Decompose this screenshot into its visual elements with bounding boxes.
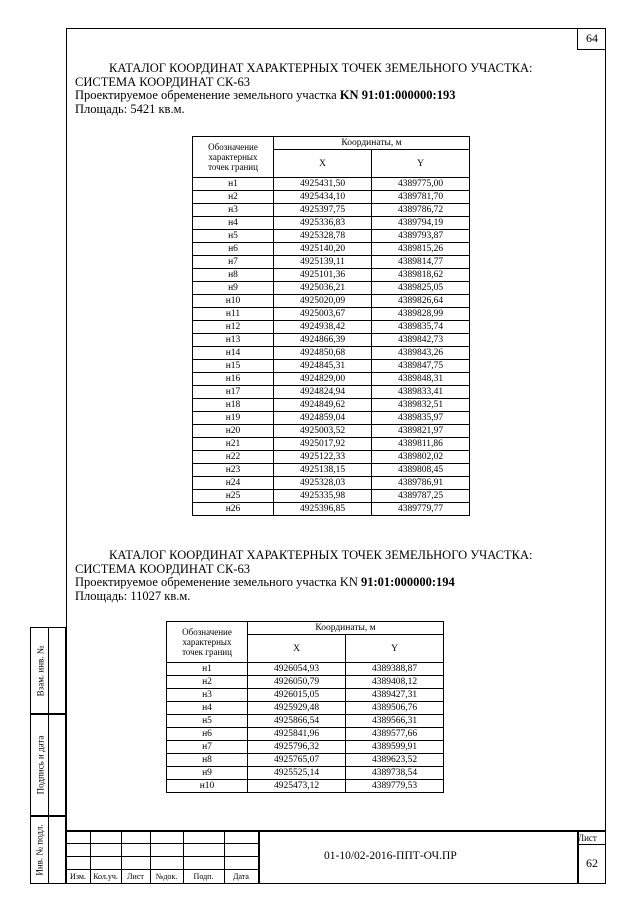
- coord-y: 4389833,41: [372, 386, 470, 399]
- coord-x: 4925431,50: [274, 178, 372, 191]
- point-id: н9: [167, 767, 248, 780]
- point-id: н7: [193, 256, 274, 269]
- table-row: [193, 373, 470, 386]
- point-id: н9: [193, 282, 274, 295]
- point-id: н10: [167, 780, 248, 793]
- point-id: н12: [193, 321, 274, 334]
- header-y: Y: [346, 635, 444, 663]
- table-row: [167, 780, 444, 793]
- coord-y: 4389811,86: [372, 438, 470, 451]
- sheet-number: 62: [586, 856, 598, 870]
- coord-y: 4389775,00: [372, 178, 470, 191]
- coord-x: 4925036,21: [274, 282, 372, 295]
- table-row: [193, 425, 470, 438]
- table-row: [193, 347, 470, 360]
- table-row: [193, 477, 470, 490]
- table-row: [193, 438, 470, 451]
- point-id: н4: [167, 702, 248, 715]
- table-row: [193, 451, 470, 464]
- point-id: н25: [193, 490, 274, 503]
- coord-y: 4389818,62: [372, 269, 470, 282]
- stamp-label-list: Лист: [127, 872, 144, 881]
- table-row: [193, 308, 470, 321]
- header-x: X: [248, 635, 346, 663]
- coord-x: 4924850,68: [274, 347, 372, 360]
- coord-x: 4926050,79: [248, 676, 346, 689]
- header-coords: Координаты, м: [248, 622, 444, 635]
- side-stamp-vzam: Взам. инв. №: [30, 627, 66, 715]
- header-designation: Обозначение характерных точек границ: [193, 137, 274, 178]
- table-row: [193, 230, 470, 243]
- stamp-label-kol: Кол.уч.: [93, 872, 118, 881]
- coord-y: 4389506,76: [346, 702, 444, 715]
- coord-y: 4389828,99: [372, 308, 470, 321]
- coord-y: 4389815,26: [372, 243, 470, 256]
- point-id: н2: [167, 676, 248, 689]
- coord-x: 4926015,05: [248, 689, 346, 702]
- table-row: [167, 689, 444, 702]
- coord-y: 4389814,77: [372, 256, 470, 269]
- coord-y: 4389835,97: [372, 412, 470, 425]
- table-row: [167, 702, 444, 715]
- coord-x: 4925003,52: [274, 425, 372, 438]
- coord-x: 4925335,98: [274, 490, 372, 503]
- section-1-area: Площадь: 5421 кв.м.: [75, 101, 185, 116]
- section-1-system: СИСТЕМА КООРДИНАТ СК-63: [75, 74, 250, 89]
- coords-table-2: [166, 621, 444, 793]
- coord-y: 4389781,70: [372, 191, 470, 204]
- point-id: н5: [193, 230, 274, 243]
- coord-y: 4389826,64: [372, 295, 470, 308]
- coord-x: 4925397,75: [274, 204, 372, 217]
- coord-y: 4389786,91: [372, 477, 470, 490]
- stamp-label-data: Дата: [233, 872, 249, 881]
- section-2-project: Проектируемое обременение земельного участка KN 91:01:000000:194: [75, 575, 455, 589]
- coord-y: 4389388,87: [346, 663, 444, 676]
- point-id: н4: [193, 217, 274, 230]
- point-id: н3: [193, 204, 274, 217]
- coord-x: 4925796,32: [248, 741, 346, 754]
- coord-x: 4925139,11: [274, 256, 372, 269]
- bottom-stamp: [66, 830, 606, 884]
- point-id: н20: [193, 425, 274, 438]
- header-y: Y: [372, 150, 470, 178]
- table-row: [193, 412, 470, 425]
- coord-x: 4925525,14: [248, 767, 346, 780]
- coord-x: 4925336,83: [274, 217, 372, 230]
- coord-y: 4389787,25: [372, 490, 470, 503]
- coord-y: 4389808,45: [372, 464, 470, 477]
- coord-y: 4389835,74: [372, 321, 470, 334]
- coord-x: 4924829,00: [274, 373, 372, 386]
- coord-x: 4925122,33: [274, 451, 372, 464]
- coord-y: 4389408,12: [346, 676, 444, 689]
- coord-x: 4925138,15: [274, 464, 372, 477]
- coord-x: 4924845,31: [274, 360, 372, 373]
- table-row: [193, 204, 470, 217]
- point-id: н18: [193, 399, 274, 412]
- coord-y: 4389599,91: [346, 741, 444, 754]
- coord-y: 4389566,31: [346, 715, 444, 728]
- coords-table-1: [192, 136, 470, 516]
- section-2-system: СИСТЕМА КООРДИНАТ СК-63: [75, 561, 250, 576]
- coord-y: 4389623,52: [346, 754, 444, 767]
- table-row: [167, 676, 444, 689]
- coord-y: 4389779,77: [372, 503, 470, 516]
- table-row: [193, 399, 470, 412]
- table-row: [193, 243, 470, 256]
- table-row: [193, 282, 470, 295]
- table-row: [193, 490, 470, 503]
- table-row: [193, 295, 470, 308]
- section-1-title: КАТАЛОГ КООРДИНАТ ХАРАКТЕРНЫХ ТОЧЕК ЗЕМЕЛЬНОГО УЧАСТКА:: [109, 61, 533, 75]
- coord-y: 4389847,75: [372, 360, 470, 373]
- coord-x: 4925841,96: [248, 728, 346, 741]
- point-id: н2: [193, 191, 274, 204]
- point-id: н19: [193, 412, 274, 425]
- point-id: н23: [193, 464, 274, 477]
- point-id: н5: [167, 715, 248, 728]
- side-stamp-podpis: Подпись и дата: [30, 713, 66, 817]
- point-id: н16: [193, 373, 274, 386]
- coord-x: 4925017,92: [274, 438, 372, 451]
- coord-x: 4925765,07: [248, 754, 346, 767]
- coord-y: 4389802,02: [372, 451, 470, 464]
- table-row: [193, 269, 470, 282]
- coord-y: 4389577,66: [346, 728, 444, 741]
- point-id: н13: [193, 334, 274, 347]
- table-row: [193, 256, 470, 269]
- coord-x: 4924859,04: [274, 412, 372, 425]
- coord-x: 4925866,54: [248, 715, 346, 728]
- point-id: н24: [193, 477, 274, 490]
- coord-x: 4925140,20: [274, 243, 372, 256]
- section-2-title: КАТАЛОГ КООРДИНАТ ХАРАКТЕРНЫХ ТОЧЕК ЗЕМЕЛЬНОГО УЧАСТКА:: [109, 548, 533, 562]
- table-row: [167, 741, 444, 754]
- coord-x: 4924938,42: [274, 321, 372, 334]
- coord-y: 4389825,05: [372, 282, 470, 295]
- table-row: [193, 503, 470, 516]
- coord-y: 4389786,72: [372, 204, 470, 217]
- table-row: [167, 754, 444, 767]
- point-id: н14: [193, 347, 274, 360]
- coord-y: 4389427,31: [346, 689, 444, 702]
- point-id: н17: [193, 386, 274, 399]
- stamp-label-izm: Изм.: [70, 872, 86, 881]
- side-stamp-inv: Инв. № подл.: [30, 815, 66, 884]
- coord-y: 4389848,31: [372, 373, 470, 386]
- point-id: н10: [193, 295, 274, 308]
- coord-y: 4389842,73: [372, 334, 470, 347]
- point-id: н1: [167, 663, 248, 676]
- coord-x: 4925101,36: [274, 269, 372, 282]
- table-row: [193, 321, 470, 334]
- point-id: н6: [167, 728, 248, 741]
- coord-y: 4389779,53: [346, 780, 444, 793]
- coord-y: 4389794,19: [372, 217, 470, 230]
- coord-x: 4924849,62: [274, 399, 372, 412]
- table-row: [193, 334, 470, 347]
- point-id: н11: [193, 308, 274, 321]
- table-row: [167, 663, 444, 676]
- coord-x: 4925473,12: [248, 780, 346, 793]
- table-row: [193, 217, 470, 230]
- point-id: н22: [193, 451, 274, 464]
- table-row: [167, 715, 444, 728]
- point-id: н7: [167, 741, 248, 754]
- coord-y: 4389793,87: [372, 230, 470, 243]
- sheet-label: Лист: [578, 833, 597, 843]
- section-1-heading: [75, 62, 532, 116]
- section-2-area: Площадь: 11027 кв.м.: [75, 588, 191, 603]
- section-2-heading: [75, 549, 532, 603]
- header-x: X: [274, 150, 372, 178]
- coord-x: 4924824,94: [274, 386, 372, 399]
- stamp-label-ndok: №док.: [155, 872, 178, 881]
- table-row: [193, 178, 470, 191]
- coord-x: 4925396,85: [274, 503, 372, 516]
- header-designation: Обозначение характерных точек границ: [167, 622, 248, 663]
- table-row: [167, 728, 444, 741]
- table-row: [193, 386, 470, 399]
- coord-y: 4389843,26: [372, 347, 470, 360]
- point-id: н8: [167, 754, 248, 767]
- header-coords: Координаты, м: [274, 137, 470, 150]
- coord-y: 4389832,51: [372, 399, 470, 412]
- top-page-number: 64: [577, 28, 606, 50]
- coord-x: 4925003,67: [274, 308, 372, 321]
- point-id: н1: [193, 178, 274, 191]
- coord-x: 4925020,09: [274, 295, 372, 308]
- section-1-project: Проектируемое обременение земельного участка KN 91:01:000000:193: [75, 88, 456, 102]
- point-id: н8: [193, 269, 274, 282]
- point-id: н3: [167, 689, 248, 702]
- point-id: н15: [193, 360, 274, 373]
- point-id: н21: [193, 438, 274, 451]
- coord-y: 4389738,54: [346, 767, 444, 780]
- document-code: 01-10/02-2016-ППТ-ОЧ.ПР: [324, 850, 457, 862]
- point-id: н26: [193, 503, 274, 516]
- coord-x: 4925434,10: [274, 191, 372, 204]
- table-row: [193, 464, 470, 477]
- coord-x: 4925328,03: [274, 477, 372, 490]
- stamp-label-podp: Подп.: [193, 872, 214, 881]
- coord-y: 4389821,97: [372, 425, 470, 438]
- table-row: [193, 360, 470, 373]
- coord-x: 4926054,93: [248, 663, 346, 676]
- point-id: н6: [193, 243, 274, 256]
- table-row: [193, 191, 470, 204]
- table-row: [167, 767, 444, 780]
- coord-x: 4925328,78: [274, 230, 372, 243]
- coord-x: 4924866,39: [274, 334, 372, 347]
- coord-x: 4925929,48: [248, 702, 346, 715]
